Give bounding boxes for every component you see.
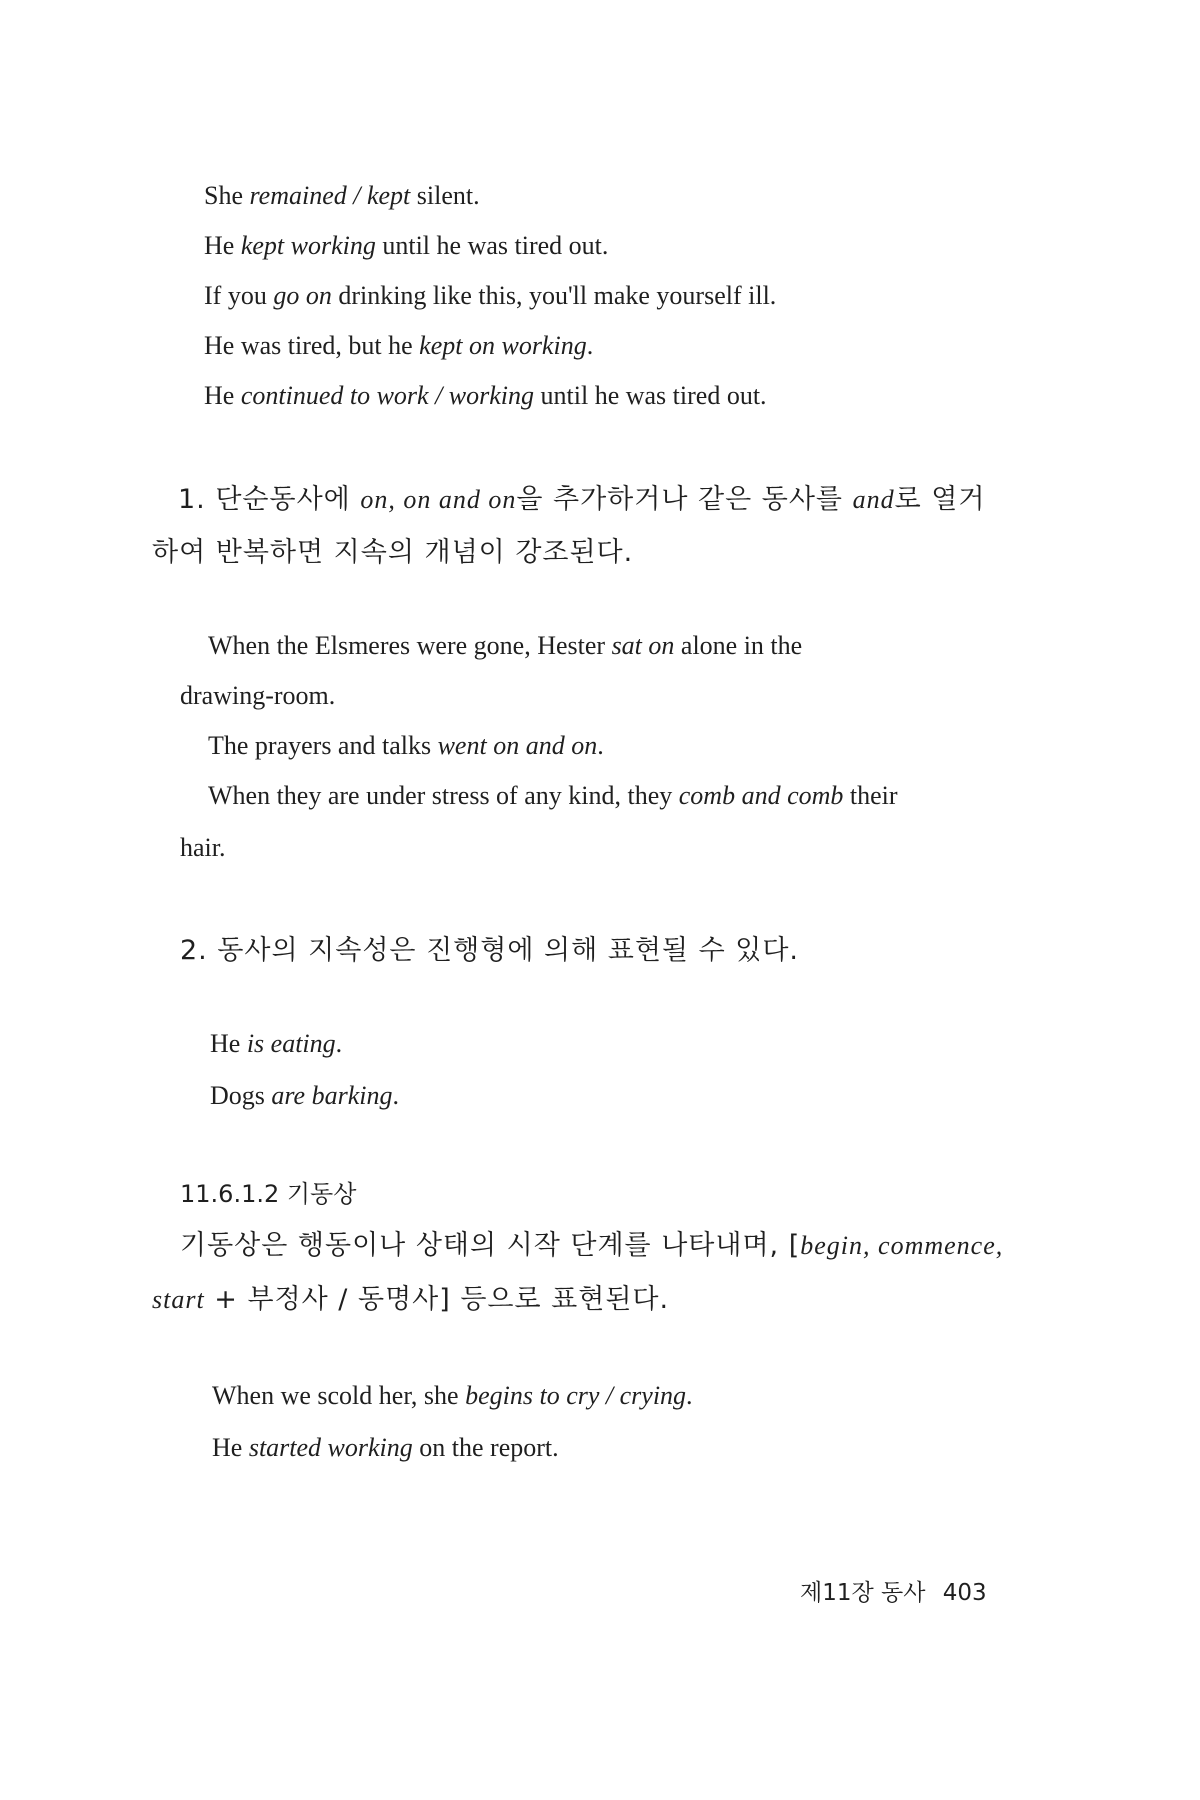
example-sentence: He kept working until he was tired out. xyxy=(204,231,609,260)
italic-term: are barking xyxy=(271,1081,393,1110)
example-sentence: Dogs are barking. xyxy=(210,1081,399,1110)
italic-term: continued to work / working xyxy=(240,381,535,410)
example-sentence: When the Elsmeres were gone, Hester sat on alone in the xyxy=(208,631,803,660)
point-heading: 1. 단순동사에 on, on and on을 추가하거나 같은 동사를 and로 열거 xyxy=(178,484,986,515)
section-body: 기동상은 행동이나 상태의 시작 단계를 나타내며, [begin, commence, xyxy=(180,1230,1004,1261)
example-sentence: When we scold her, she begins to cry / crying. xyxy=(212,1381,693,1410)
example-sentence: She remained / kept silent. xyxy=(204,181,480,210)
example-sentence: He is eating. xyxy=(210,1029,343,1058)
example-continuation: hair. xyxy=(180,833,226,862)
page-number: 403 xyxy=(942,1580,987,1606)
italic-term: begin, commence, xyxy=(800,1231,1004,1260)
example-sentence: He continued to work / working until he was tired out. xyxy=(204,381,767,410)
example-sentence: If you go on drinking like this, you'll make yourself ill. xyxy=(204,281,777,310)
italic-term: remained / kept xyxy=(249,181,411,210)
italic-term: go on xyxy=(273,281,332,310)
point-body: 하여 반복하면 지속의 개념이 강조된다. xyxy=(152,537,634,568)
example-sentence: He started working on the report. xyxy=(212,1433,559,1462)
point-heading: 2. 동사의 지속성은 진행형에 의해 표현될 수 있다. xyxy=(180,935,799,966)
italic-term: on, on and on xyxy=(360,485,517,514)
italic-term: begins to cry / crying xyxy=(465,1381,687,1410)
italic-term: start xyxy=(152,1285,205,1314)
italic-term: kept working xyxy=(240,231,376,260)
italic-term: started working xyxy=(248,1433,413,1462)
example-sentence: The prayers and talks went on and on. xyxy=(208,731,604,760)
chapter-label: 제11장 동사 xyxy=(800,1580,926,1606)
italic-term: went on and on xyxy=(437,731,598,760)
italic-term: is eating xyxy=(246,1029,336,1058)
italic-term: and xyxy=(852,485,895,514)
example-continuation: drawing-room. xyxy=(180,681,336,710)
section-heading: 11.6.1.2 기동상 xyxy=(180,1180,357,1208)
example-sentence: He was tired, but he kept on working. xyxy=(204,331,594,360)
section-body: start + 부정사 / 동명사] 등으로 표현된다. xyxy=(152,1284,670,1315)
italic-term: kept on working xyxy=(419,331,587,360)
example-sentence: When they are under stress of any kind, they comb and comb their xyxy=(208,781,898,810)
italic-term: sat on xyxy=(611,631,675,660)
italic-term: comb and comb xyxy=(678,781,844,810)
page-footer xyxy=(800,1580,987,1608)
